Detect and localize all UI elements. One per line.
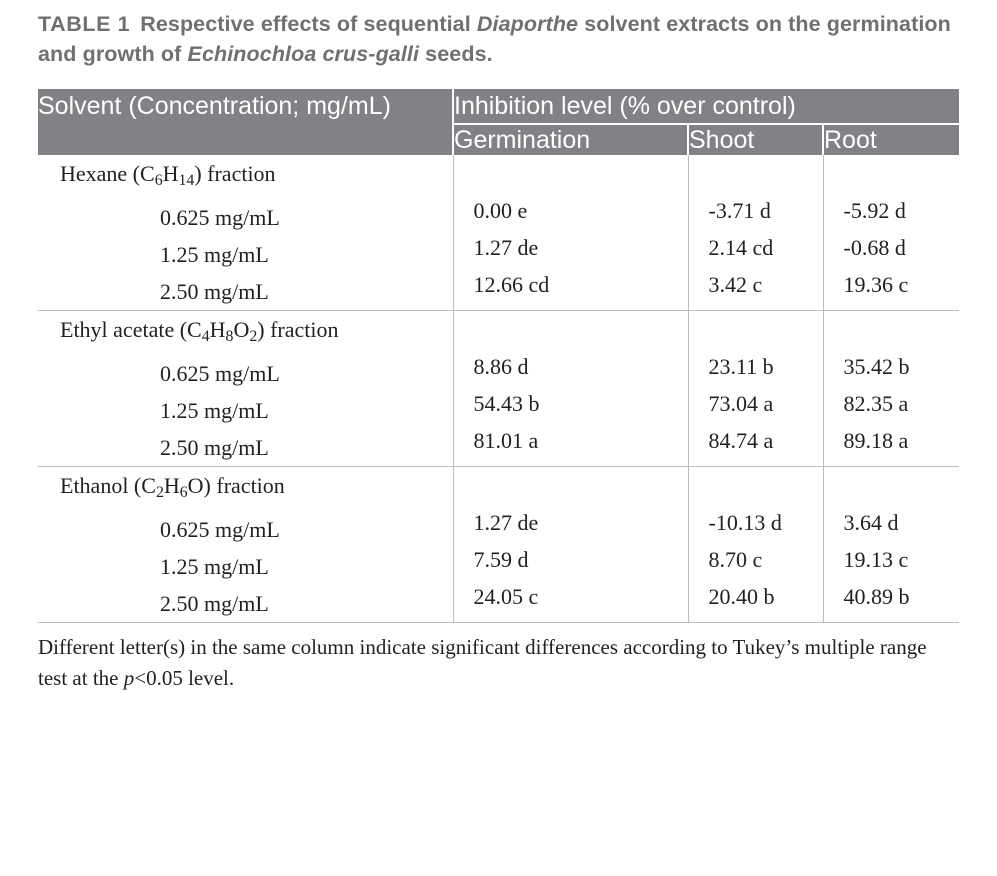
- table-caption: [38, 0, 959, 69]
- value: 81.01 a: [473, 427, 539, 453]
- value: 23.11 b: [708, 353, 774, 379]
- header-row-1: [38, 89, 959, 124]
- row-label-ethyl-acetate: [38, 310, 453, 466]
- value: -10.13 d: [708, 509, 782, 535]
- concentration-label: 2.50 mg/mL: [160, 434, 269, 460]
- concentration-label: 2.50 mg/mL: [160, 590, 269, 616]
- cell-shoot-hexane: [688, 155, 823, 310]
- value: 3.64 d: [843, 509, 899, 535]
- concentration-label: 1.25 mg/mL: [160, 397, 269, 423]
- header-root: Root: [823, 124, 959, 155]
- value: 20.40 b: [708, 583, 775, 609]
- table-row: [38, 155, 959, 310]
- value: 3.42 c: [708, 272, 763, 297]
- row-label-hexane: [38, 155, 453, 310]
- caption-text-1: Respective effects of sequential: [140, 12, 477, 36]
- table-row: [38, 310, 959, 466]
- value: 1.27 de: [473, 235, 539, 260]
- caption-italic-2: Echinochloa crus-galli: [187, 42, 420, 66]
- value: 0.00 e: [473, 198, 528, 223]
- table-body: [38, 155, 959, 622]
- value: 73.04 a: [708, 390, 774, 416]
- table-header: [38, 89, 959, 155]
- fraction-title-ethyl-acetate: Ethyl acetate $(C_4H_8O_2)$ fraction: [60, 316, 339, 345]
- value: 1.27 de: [473, 509, 539, 535]
- cell-germination-ethanol: [453, 466, 688, 622]
- concentration-label: 1.25 mg/mL: [160, 553, 269, 579]
- value: 8.70 c: [708, 546, 763, 572]
- table-row: [38, 466, 959, 622]
- caption-italic-1: Diaporthe: [476, 12, 579, 36]
- value: 40.89 b: [843, 583, 910, 609]
- value: 54.43 b: [473, 390, 540, 416]
- value: 19.13 c: [843, 546, 909, 572]
- value: -0.68 d: [843, 235, 906, 260]
- caption-text-2: solvent extracts on the germination and growth of: [38, 12, 951, 66]
- cell-root-ethyl-acetate: [823, 310, 959, 466]
- table-number: TABLE 1: [38, 12, 131, 36]
- value: 12.66 cd: [473, 272, 550, 297]
- footnote-text-1: Different letter(s) in the same column indicate significant differences according to Tukey’s multiple range test at the: [38, 634, 927, 690]
- caption-text-3: seeds.: [419, 42, 493, 66]
- fraction-title-ethanol: Ethanol $(C_2H_6O)$ fraction: [60, 472, 285, 501]
- cell-shoot-ethyl-acetate: [688, 310, 823, 466]
- table-footnote: [38, 632, 959, 694]
- concentration-label: 1.25 mg/mL: [160, 241, 269, 267]
- footnote-text-2: <0.05 level.: [134, 665, 235, 690]
- value: 84.74 a: [708, 427, 774, 453]
- row-label-ethanol: [38, 466, 453, 622]
- value: 24.05 c: [473, 583, 539, 609]
- concentration-label: 0.625 mg/mL: [160, 204, 280, 230]
- footnote-italic-p: p: [123, 665, 135, 690]
- value: -5.92 d: [843, 198, 906, 223]
- header-solvent-label: Solvent (Concentration; mg/mL): [38, 92, 391, 120]
- concentration-label: 2.50 mg/mL: [160, 278, 269, 304]
- cell-shoot-ethanol: [688, 466, 823, 622]
- value: 35.42 b: [843, 353, 910, 379]
- value: 7.59 d: [473, 546, 529, 572]
- header-shoot: Shoot: [688, 124, 823, 155]
- value: 19.36 c: [843, 272, 909, 297]
- value: 89.18 a: [843, 427, 909, 453]
- cell-germination-hexane: [453, 155, 688, 310]
- concentration-label: 0.625 mg/mL: [160, 360, 280, 386]
- header-germination: Germination: [453, 124, 688, 155]
- value: 2.14 cd: [708, 235, 774, 260]
- value: 8.86 d: [473, 353, 529, 379]
- concentration-label: 0.625 mg/mL: [160, 516, 280, 542]
- fraction-title-hexane: Hexane $(C_6H_{14})$ fraction: [60, 161, 276, 189]
- cell-germination-ethyl-acetate: [453, 310, 688, 466]
- value: -3.71 d: [708, 198, 771, 223]
- value: 82.35 a: [843, 390, 909, 416]
- header-solvent: [38, 89, 453, 155]
- results-table: [38, 89, 959, 623]
- cell-root-hexane: [823, 155, 959, 310]
- cell-root-ethanol: [823, 466, 959, 622]
- header-inhibition-label: Inhibition level (% over control): [454, 92, 796, 120]
- header-inhibition-level: [453, 89, 959, 124]
